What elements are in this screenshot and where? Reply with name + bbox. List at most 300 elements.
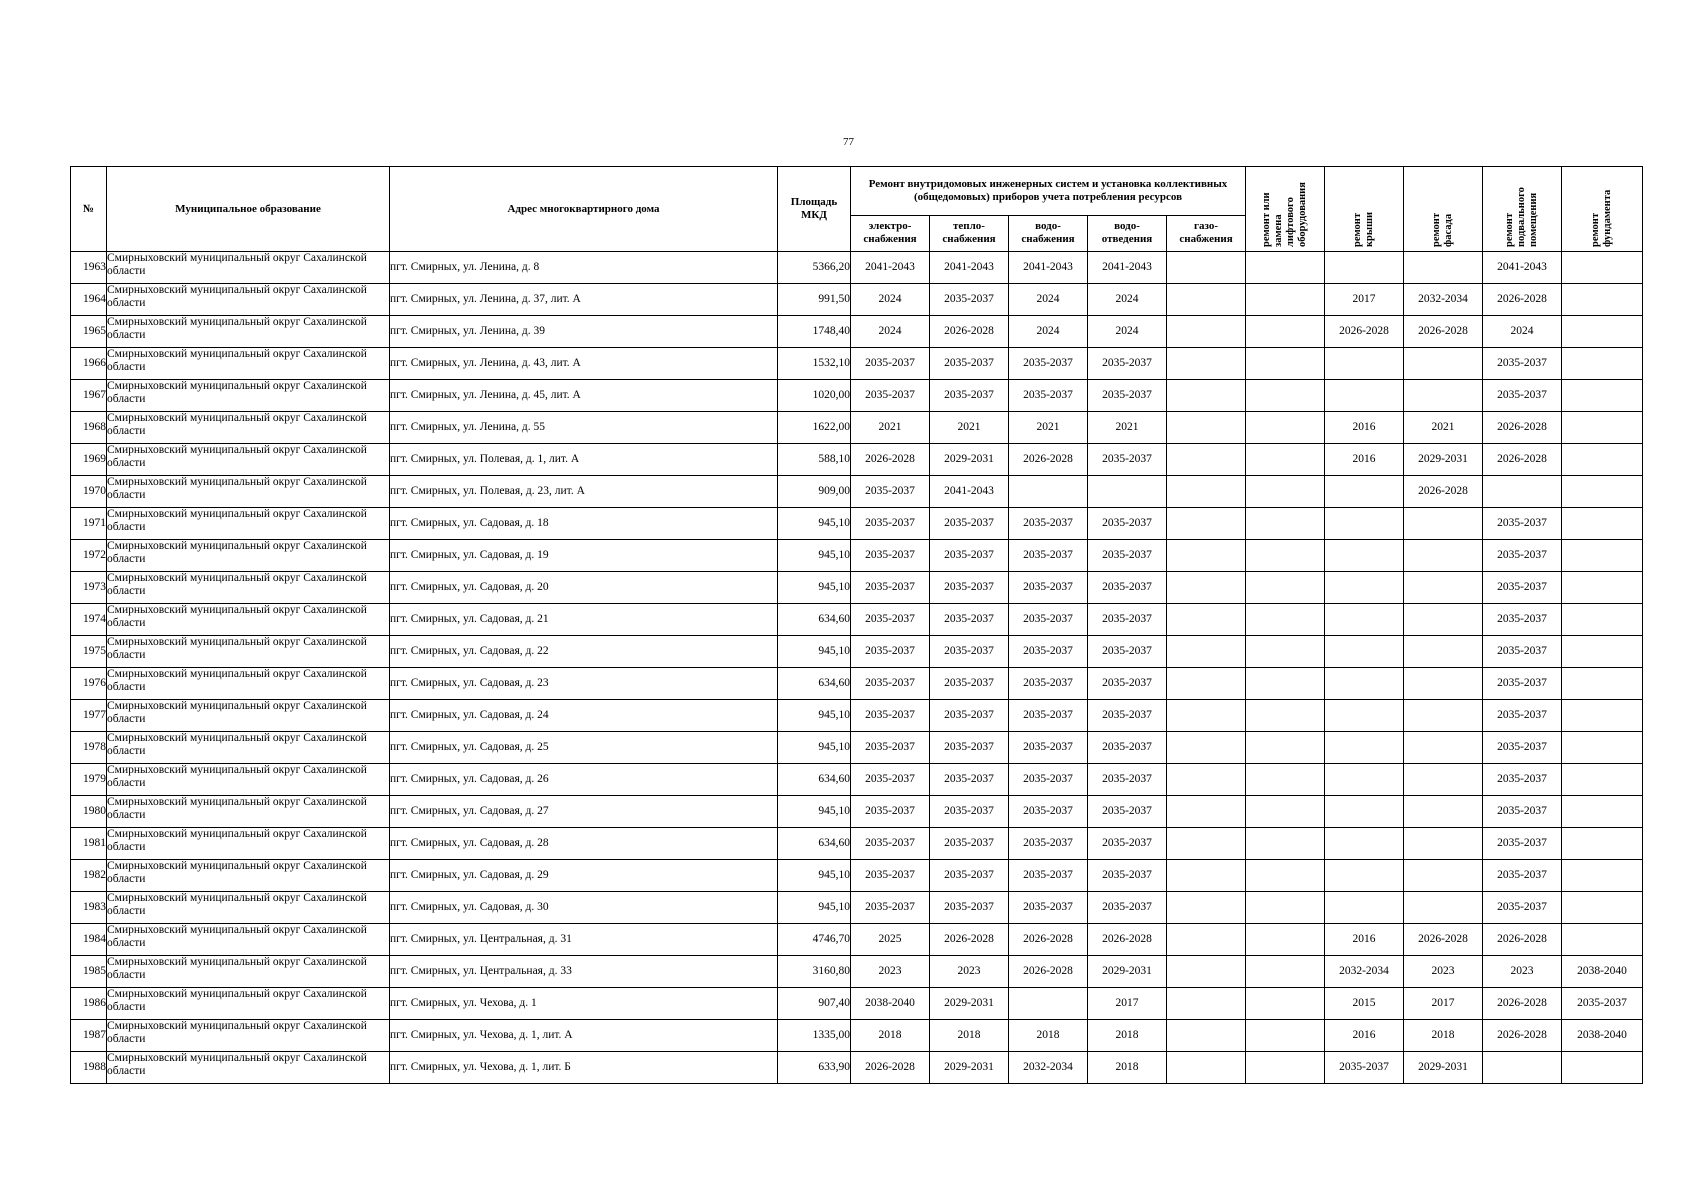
roof-cell xyxy=(1325,828,1404,860)
foundation-cell xyxy=(1562,572,1643,604)
header-facade: ремонт фасада xyxy=(1404,167,1483,252)
electric-cell: 2023 xyxy=(851,956,930,988)
address-cell: пгт. Смирных, ул. Центральная, д. 31 xyxy=(390,924,778,956)
header-address: Адрес многоквартирного дома xyxy=(390,167,778,252)
area-cell: 633,90 xyxy=(778,1052,851,1084)
row-number: 1966 xyxy=(71,348,107,380)
table-row xyxy=(71,700,1643,732)
basement-cell: 2035-2037 xyxy=(1483,604,1562,636)
table-row xyxy=(71,860,1643,892)
drain-cell: 2029-2031 xyxy=(1088,956,1167,988)
gas-cell xyxy=(1167,284,1246,316)
gas-cell xyxy=(1167,860,1246,892)
area-cell: 1622,00 xyxy=(778,412,851,444)
facade-cell xyxy=(1404,604,1483,636)
row-number: 1969 xyxy=(71,444,107,476)
roof-cell xyxy=(1325,796,1404,828)
basement-cell: 2035-2037 xyxy=(1483,828,1562,860)
address-cell: пгт. Смирных, ул. Садовая, д. 22 xyxy=(390,636,778,668)
area-cell: 945,10 xyxy=(778,540,851,572)
table-row xyxy=(71,604,1643,636)
municipality-cell: Смирныховский муниципальный округ Сахалинской области xyxy=(107,956,390,988)
water-cell: 2035-2037 xyxy=(1009,572,1088,604)
row-number: 1968 xyxy=(71,412,107,444)
basement-cell: 2035-2037 xyxy=(1483,668,1562,700)
table-row xyxy=(71,348,1643,380)
gas-cell xyxy=(1167,668,1246,700)
basement-cell: 2035-2037 xyxy=(1483,764,1562,796)
area-cell: 945,10 xyxy=(778,700,851,732)
water-cell: 2035-2037 xyxy=(1009,348,1088,380)
heat-cell: 2023 xyxy=(930,956,1009,988)
roof-cell xyxy=(1325,892,1404,924)
foundation-cell xyxy=(1562,604,1643,636)
foundation-cell xyxy=(1562,700,1643,732)
facade-cell xyxy=(1404,764,1483,796)
address-cell: пгт. Смирных, ул. Чехова, д. 1, лит. Б xyxy=(390,1052,778,1084)
table-row xyxy=(71,284,1643,316)
facade-cell: 2029-2031 xyxy=(1404,1052,1483,1084)
heat-cell: 2029-2031 xyxy=(930,988,1009,1020)
water-cell: 2035-2037 xyxy=(1009,796,1088,828)
drain-cell: 2035-2037 xyxy=(1088,764,1167,796)
water-cell: 2026-2028 xyxy=(1009,924,1088,956)
area-cell: 907,40 xyxy=(778,988,851,1020)
gas-cell xyxy=(1167,444,1246,476)
water-cell: 2021 xyxy=(1009,412,1088,444)
row-number: 1972 xyxy=(71,540,107,572)
header-gas: газо- снабжения xyxy=(1167,215,1246,251)
municipality-cell: Смирныховский муниципальный округ Сахалинской области xyxy=(107,700,390,732)
electric-cell: 2035-2037 xyxy=(851,476,930,508)
drain-cell: 2035-2037 xyxy=(1088,860,1167,892)
electric-cell: 2035-2037 xyxy=(851,732,930,764)
area-cell: 634,60 xyxy=(778,828,851,860)
heat-cell: 2035-2037 xyxy=(930,540,1009,572)
header-area: Площадь МКД xyxy=(778,167,851,252)
gas-cell xyxy=(1167,988,1246,1020)
drain-cell: 2024 xyxy=(1088,316,1167,348)
elevator-cell xyxy=(1246,668,1325,700)
row-number: 1980 xyxy=(71,796,107,828)
foundation-cell xyxy=(1562,732,1643,764)
drain-cell: 2035-2037 xyxy=(1088,796,1167,828)
elevator-cell xyxy=(1246,604,1325,636)
page-number: 77 xyxy=(843,136,854,148)
foundation-cell xyxy=(1562,668,1643,700)
header-foundation: ремонт фундамента xyxy=(1562,167,1643,252)
drain-cell: 2024 xyxy=(1088,284,1167,316)
facade-cell xyxy=(1404,348,1483,380)
municipality-cell: Смирныховский муниципальный округ Сахалинской области xyxy=(107,476,390,508)
facade-cell: 2018 xyxy=(1404,1020,1483,1052)
drain-cell: 2035-2037 xyxy=(1088,668,1167,700)
address-cell: пгт. Смирных, ул. Садовая, д. 18 xyxy=(390,508,778,540)
facade-cell xyxy=(1404,860,1483,892)
basement-cell: 2035-2037 xyxy=(1483,572,1562,604)
header-basement: ремонт подвального помещения xyxy=(1483,167,1562,252)
table-row xyxy=(71,924,1643,956)
elevator-cell xyxy=(1246,988,1325,1020)
water-cell xyxy=(1009,988,1088,1020)
drain-cell: 2035-2037 xyxy=(1088,700,1167,732)
drain-cell: 2035-2037 xyxy=(1088,380,1167,412)
address-cell: пгт. Смирных, ул. Садовая, д. 28 xyxy=(390,828,778,860)
heat-cell: 2021 xyxy=(930,412,1009,444)
basement-cell: 2026-2028 xyxy=(1483,924,1562,956)
foundation-cell xyxy=(1562,924,1643,956)
row-number: 1976 xyxy=(71,668,107,700)
facade-cell: 2023 xyxy=(1404,956,1483,988)
address-cell: пгт. Смирных, ул. Центральная, д. 33 xyxy=(390,956,778,988)
address-cell: пгт. Смирных, ул. Садовая, д. 27 xyxy=(390,796,778,828)
drain-cell: 2035-2037 xyxy=(1088,572,1167,604)
area-cell: 945,10 xyxy=(778,636,851,668)
municipality-cell: Смирныховский муниципальный округ Сахалинской области xyxy=(107,636,390,668)
facade-cell: 2021 xyxy=(1404,412,1483,444)
drain-cell: 2035-2037 xyxy=(1088,732,1167,764)
roof-cell xyxy=(1325,860,1404,892)
drain-cell: 2026-2028 xyxy=(1088,924,1167,956)
address-cell: пгт. Смирных, ул. Садовая, д. 20 xyxy=(390,572,778,604)
area-cell: 1532,10 xyxy=(778,348,851,380)
municipality-cell: Смирныховский муниципальный округ Сахалинской области xyxy=(107,316,390,348)
gas-cell xyxy=(1167,412,1246,444)
roof-cell xyxy=(1325,764,1404,796)
row-number: 1978 xyxy=(71,732,107,764)
elevator-cell xyxy=(1246,540,1325,572)
elevator-cell xyxy=(1246,700,1325,732)
table-row xyxy=(71,380,1643,412)
foundation-cell xyxy=(1562,892,1643,924)
municipality-cell: Смирныховский муниципальный округ Сахалинской области xyxy=(107,860,390,892)
basement-cell xyxy=(1483,476,1562,508)
electric-cell: 2035-2037 xyxy=(851,860,930,892)
header-municipality: Муниципальное образование xyxy=(107,167,390,252)
table-row xyxy=(71,732,1643,764)
water-cell: 2018 xyxy=(1009,1020,1088,1052)
water-cell: 2035-2037 xyxy=(1009,508,1088,540)
area-cell: 4746,70 xyxy=(778,924,851,956)
address-cell: пгт. Смирных, ул. Садовая, д. 30 xyxy=(390,892,778,924)
electric-cell: 2021 xyxy=(851,412,930,444)
heat-cell: 2035-2037 xyxy=(930,636,1009,668)
foundation-cell xyxy=(1562,476,1643,508)
electric-cell: 2018 xyxy=(851,1020,930,1052)
row-number: 1974 xyxy=(71,604,107,636)
heat-cell: 2018 xyxy=(930,1020,1009,1052)
row-number: 1965 xyxy=(71,316,107,348)
heat-cell: 2035-2037 xyxy=(930,604,1009,636)
roof-cell: 2032-2034 xyxy=(1325,956,1404,988)
facade-cell: 2026-2028 xyxy=(1404,316,1483,348)
elevator-cell xyxy=(1246,828,1325,860)
municipality-cell: Смирныховский муниципальный округ Сахалинской области xyxy=(107,764,390,796)
foundation-cell: 2038-2040 xyxy=(1562,1020,1643,1052)
row-number: 1982 xyxy=(71,860,107,892)
area-cell: 1020,00 xyxy=(778,380,851,412)
area-cell: 3160,80 xyxy=(778,956,851,988)
header-engineering-group: Ремонт внутридомовых инженерных систем и установка коллективных (общедомовых) приборов учета потребления ресурсов xyxy=(851,167,1246,216)
foundation-cell xyxy=(1562,796,1643,828)
electric-cell: 2035-2037 xyxy=(851,540,930,572)
table-row xyxy=(71,1020,1643,1052)
municipality-cell: Смирныховский муниципальный округ Сахалинской области xyxy=(107,732,390,764)
row-number: 1963 xyxy=(71,252,107,284)
electric-cell: 2035-2037 xyxy=(851,348,930,380)
roof-cell: 2016 xyxy=(1325,924,1404,956)
row-number: 1984 xyxy=(71,924,107,956)
header-num: № xyxy=(71,167,107,252)
heat-cell: 2029-2031 xyxy=(930,444,1009,476)
electric-cell: 2035-2037 xyxy=(851,892,930,924)
drain-cell xyxy=(1088,476,1167,508)
header-electric: электро- снабжения xyxy=(851,215,930,251)
heat-cell: 2035-2037 xyxy=(930,892,1009,924)
foundation-cell xyxy=(1562,412,1643,444)
gas-cell xyxy=(1167,572,1246,604)
gas-cell xyxy=(1167,796,1246,828)
municipality-cell: Смирныховский муниципальный округ Сахалинской области xyxy=(107,572,390,604)
address-cell: пгт. Смирных, ул. Полевая, д. 1, лит. А xyxy=(390,444,778,476)
drain-cell: 2018 xyxy=(1088,1052,1167,1084)
basement-cell: 2035-2037 xyxy=(1483,508,1562,540)
heat-cell: 2035-2037 xyxy=(930,796,1009,828)
row-number: 1973 xyxy=(71,572,107,604)
roof-cell xyxy=(1325,668,1404,700)
area-cell: 5366,20 xyxy=(778,252,851,284)
foundation-cell xyxy=(1562,828,1643,860)
roof-cell xyxy=(1325,476,1404,508)
drain-cell: 2035-2037 xyxy=(1088,892,1167,924)
water-cell: 2035-2037 xyxy=(1009,764,1088,796)
municipality-cell: Смирныховский муниципальный округ Сахалинской области xyxy=(107,252,390,284)
gas-cell xyxy=(1167,732,1246,764)
electric-cell: 2035-2037 xyxy=(851,764,930,796)
drain-cell: 2035-2037 xyxy=(1088,540,1167,572)
water-cell: 2035-2037 xyxy=(1009,380,1088,412)
foundation-cell xyxy=(1562,284,1643,316)
address-cell: пгт. Смирных, ул. Садовая, д. 19 xyxy=(390,540,778,572)
foundation-cell xyxy=(1562,1052,1643,1084)
gas-cell xyxy=(1167,316,1246,348)
address-cell: пгт. Смирных, ул. Садовая, д. 25 xyxy=(390,732,778,764)
heat-cell: 2026-2028 xyxy=(930,924,1009,956)
gas-cell xyxy=(1167,924,1246,956)
table-row xyxy=(71,540,1643,572)
water-cell: 2035-2037 xyxy=(1009,700,1088,732)
roof-cell: 2016 xyxy=(1325,444,1404,476)
table-row xyxy=(71,988,1643,1020)
address-cell: пгт. Смирных, ул. Садовая, д. 23 xyxy=(390,668,778,700)
basement-cell: 2035-2037 xyxy=(1483,348,1562,380)
roof-cell: 2035-2037 xyxy=(1325,1052,1404,1084)
table-row xyxy=(71,316,1643,348)
address-cell: пгт. Смирных, ул. Ленина, д. 37, лит. А xyxy=(390,284,778,316)
address-cell: пгт. Смирных, ул. Садовая, д. 26 xyxy=(390,764,778,796)
foundation-cell xyxy=(1562,860,1643,892)
electric-cell: 2035-2037 xyxy=(851,604,930,636)
electric-cell: 2035-2037 xyxy=(851,700,930,732)
facade-cell xyxy=(1404,636,1483,668)
basement-cell: 2026-2028 xyxy=(1483,1020,1562,1052)
row-number: 1987 xyxy=(71,1020,107,1052)
facade-cell: 2026-2028 xyxy=(1404,476,1483,508)
electric-cell: 2026-2028 xyxy=(851,444,930,476)
foundation-cell: 2035-2037 xyxy=(1562,988,1643,1020)
electric-cell: 2024 xyxy=(851,284,930,316)
municipality-cell: Смирныховский муниципальный округ Сахалинской области xyxy=(107,668,390,700)
heat-cell: 2035-2037 xyxy=(930,732,1009,764)
heat-cell: 2035-2037 xyxy=(930,700,1009,732)
water-cell: 2024 xyxy=(1009,284,1088,316)
table-row xyxy=(71,476,1643,508)
water-cell: 2035-2037 xyxy=(1009,892,1088,924)
basement-cell: 2035-2037 xyxy=(1483,380,1562,412)
facade-cell xyxy=(1404,540,1483,572)
foundation-cell xyxy=(1562,508,1643,540)
facade-cell: 2032-2034 xyxy=(1404,284,1483,316)
table-row xyxy=(71,764,1643,796)
gas-cell xyxy=(1167,252,1246,284)
address-cell: пгт. Смирных, ул. Ленина, д. 43, лит. А xyxy=(390,348,778,380)
elevator-cell xyxy=(1246,796,1325,828)
drain-cell: 2041-2043 xyxy=(1088,252,1167,284)
drain-cell: 2018 xyxy=(1088,1020,1167,1052)
basement-cell xyxy=(1483,1052,1562,1084)
area-cell: 588,10 xyxy=(778,444,851,476)
heat-cell: 2041-2043 xyxy=(930,252,1009,284)
drain-cell: 2035-2037 xyxy=(1088,508,1167,540)
basement-cell: 2026-2028 xyxy=(1483,284,1562,316)
municipality-cell: Смирныховский муниципальный округ Сахалинской области xyxy=(107,604,390,636)
municipality-cell: Смирныховский муниципальный округ Сахалинской области xyxy=(107,1052,390,1084)
row-number: 1977 xyxy=(71,700,107,732)
basement-cell: 2026-2028 xyxy=(1483,444,1562,476)
roof-cell xyxy=(1325,252,1404,284)
facade-cell xyxy=(1404,252,1483,284)
water-cell: 2026-2028 xyxy=(1009,444,1088,476)
drain-cell: 2035-2037 xyxy=(1088,636,1167,668)
municipality-cell: Смирныховский муниципальный округ Сахалинской области xyxy=(107,1020,390,1052)
header-heat: тепло- снабжения xyxy=(930,215,1009,251)
heat-cell: 2035-2037 xyxy=(930,348,1009,380)
basement-cell: 2026-2028 xyxy=(1483,988,1562,1020)
basement-cell: 2035-2037 xyxy=(1483,636,1562,668)
municipality-cell: Смирныховский муниципальный округ Сахалинской области xyxy=(107,380,390,412)
elevator-cell xyxy=(1246,956,1325,988)
basement-cell: 2041-2043 xyxy=(1483,252,1562,284)
municipality-cell: Смирныховский муниципальный округ Сахалинской области xyxy=(107,508,390,540)
municipality-cell: Смирныховский муниципальный округ Сахалинской области xyxy=(107,892,390,924)
roof-cell xyxy=(1325,508,1404,540)
address-cell: пгт. Смирных, ул. Полевая, д. 23, лит. А xyxy=(390,476,778,508)
roof-cell: 2017 xyxy=(1325,284,1404,316)
heat-cell: 2035-2037 xyxy=(930,284,1009,316)
municipality-cell: Смирныховский муниципальный округ Сахалинской области xyxy=(107,348,390,380)
elevator-cell xyxy=(1246,284,1325,316)
electric-cell: 2041-2043 xyxy=(851,252,930,284)
heat-cell: 2035-2037 xyxy=(930,828,1009,860)
roof-cell: 2016 xyxy=(1325,1020,1404,1052)
elevator-cell xyxy=(1246,412,1325,444)
basement-cell: 2035-2037 xyxy=(1483,700,1562,732)
water-cell: 2035-2037 xyxy=(1009,860,1088,892)
municipality-cell: Смирныховский муниципальный округ Сахалинской области xyxy=(107,284,390,316)
electric-cell: 2035-2037 xyxy=(851,380,930,412)
facade-cell xyxy=(1404,828,1483,860)
foundation-cell xyxy=(1562,316,1643,348)
municipality-cell: Смирныховский муниципальный округ Сахалинской области xyxy=(107,540,390,572)
electric-cell: 2035-2037 xyxy=(851,636,930,668)
electric-cell: 2026-2028 xyxy=(851,1052,930,1084)
area-cell: 1335,00 xyxy=(778,1020,851,1052)
address-cell: пгт. Смирных, ул. Ленина, д. 45, лит. А xyxy=(390,380,778,412)
table-row xyxy=(71,956,1643,988)
header-elevator: ремонт или замена лифтового оборудования xyxy=(1246,167,1325,252)
drain-cell: 2021 xyxy=(1088,412,1167,444)
address-cell: пгт. Смирных, ул. Ленина, д. 39 xyxy=(390,316,778,348)
municipality-cell: Смирныховский муниципальный округ Сахалинской области xyxy=(107,988,390,1020)
roof-cell xyxy=(1325,540,1404,572)
facade-cell xyxy=(1404,572,1483,604)
area-cell: 991,50 xyxy=(778,284,851,316)
area-cell: 1748,40 xyxy=(778,316,851,348)
facade-cell: 2029-2031 xyxy=(1404,444,1483,476)
row-number: 1981 xyxy=(71,828,107,860)
municipality-cell: Смирныховский муниципальный округ Сахалинской области xyxy=(107,828,390,860)
table-row xyxy=(71,572,1643,604)
electric-cell: 2024 xyxy=(851,316,930,348)
drain-cell: 2017 xyxy=(1088,988,1167,1020)
row-number: 1988 xyxy=(71,1052,107,1084)
elevator-cell xyxy=(1246,764,1325,796)
address-cell: пгт. Смирных, ул. Ленина, д. 8 xyxy=(390,252,778,284)
table-row xyxy=(71,412,1643,444)
gas-cell xyxy=(1167,828,1246,860)
roof-cell xyxy=(1325,732,1404,764)
area-cell: 945,10 xyxy=(778,860,851,892)
area-cell: 634,60 xyxy=(778,604,851,636)
table-row xyxy=(71,444,1643,476)
address-cell: пгт. Смирных, ул. Садовая, д. 24 xyxy=(390,700,778,732)
roof-cell xyxy=(1325,348,1404,380)
elevator-cell xyxy=(1246,572,1325,604)
area-cell: 634,60 xyxy=(778,764,851,796)
row-number: 1975 xyxy=(71,636,107,668)
address-cell: пгт. Смирных, ул. Чехова, д. 1 xyxy=(390,988,778,1020)
elevator-cell xyxy=(1246,444,1325,476)
header-roof: ремонт крыши xyxy=(1325,167,1404,252)
gas-cell xyxy=(1167,892,1246,924)
water-cell: 2032-2034 xyxy=(1009,1052,1088,1084)
facade-cell xyxy=(1404,380,1483,412)
basement-cell: 2035-2037 xyxy=(1483,732,1562,764)
water-cell xyxy=(1009,476,1088,508)
municipality-cell: Смирныховский муниципальный округ Сахалинской области xyxy=(107,412,390,444)
elevator-cell xyxy=(1246,316,1325,348)
table-body xyxy=(71,252,1643,1084)
address-cell: пгт. Смирных, ул. Садовая, д. 29 xyxy=(390,860,778,892)
header-drain: водо- отведения xyxy=(1088,215,1167,251)
elevator-cell xyxy=(1246,1020,1325,1052)
roof-cell xyxy=(1325,604,1404,636)
elevator-cell xyxy=(1246,860,1325,892)
foundation-cell xyxy=(1562,252,1643,284)
table-row xyxy=(71,252,1643,284)
municipality-cell: Смирныховский муниципальный округ Сахалинской области xyxy=(107,444,390,476)
basement-cell: 2023 xyxy=(1483,956,1562,988)
